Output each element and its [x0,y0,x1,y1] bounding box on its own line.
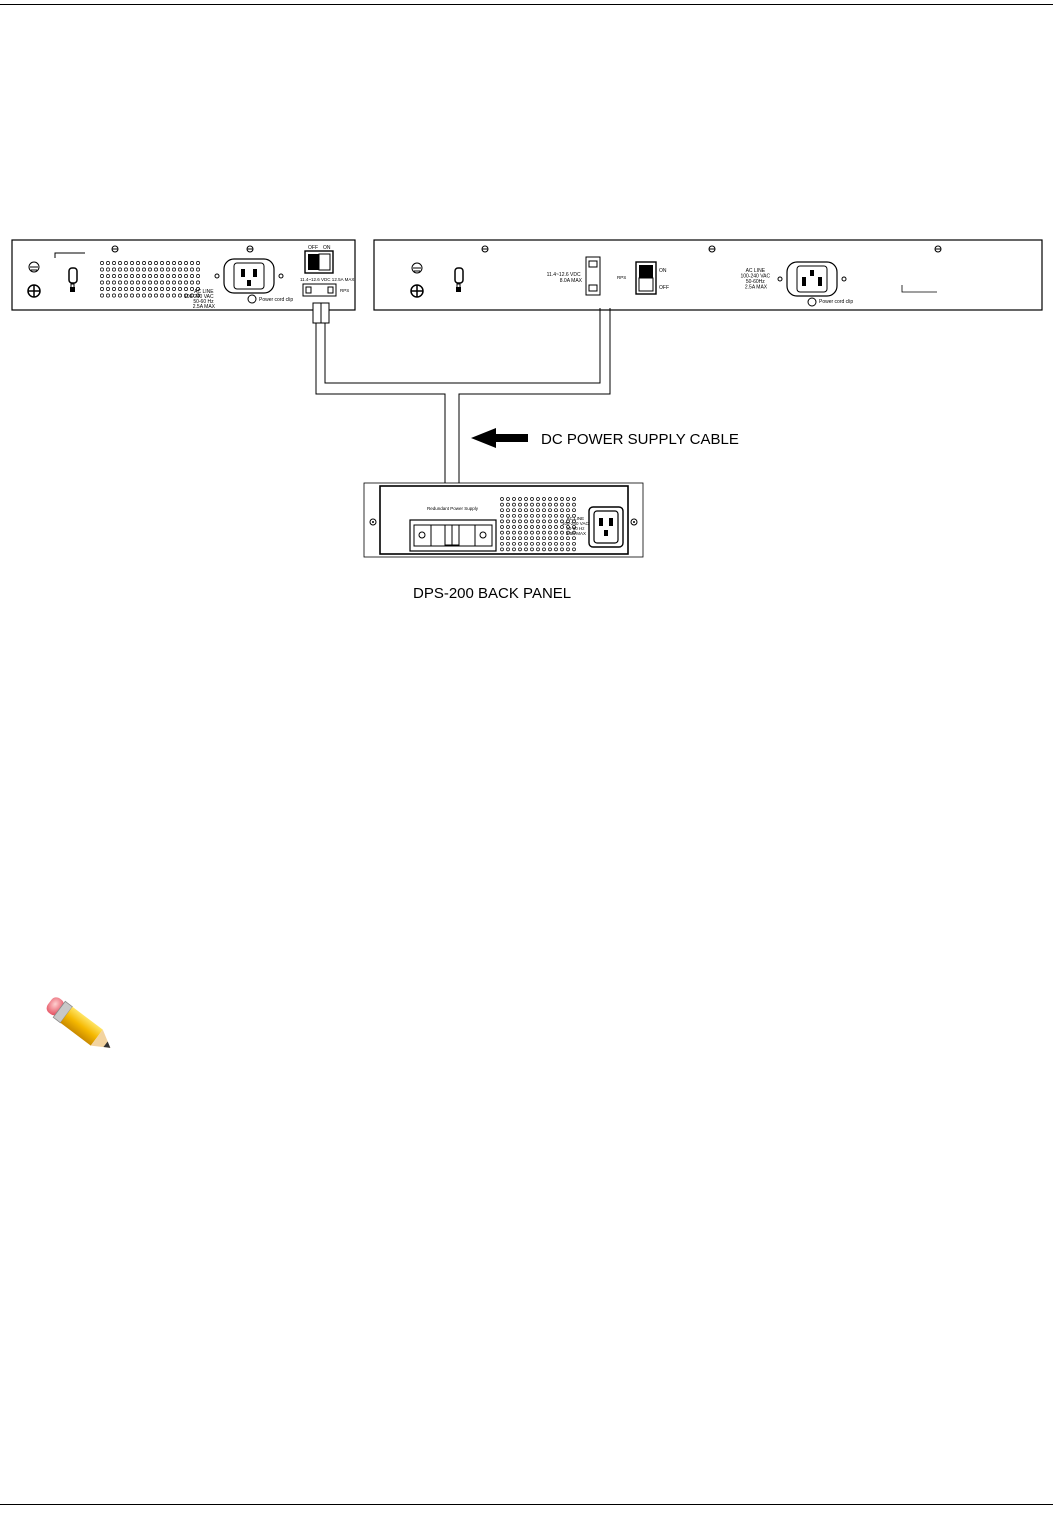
ac-line-label: AC LINE 100-240 VAC 50-60 Hz 2.5A MAX [183,289,215,310]
rps-label: RPS [340,288,350,293]
right-switch-rear-panel [374,240,1042,310]
cable-label: DC POWER SUPPLY CABLE [541,431,739,448]
ac-power-socket [589,507,623,547]
rps-connection-diagram [0,225,1053,625]
footer-rule [0,1504,1053,1505]
left-switch-rear-panel [12,240,355,310]
power-cord-clip-label: Power cord clip [819,299,854,305]
dc-rating-label: 11.4~12.6 VDC 8.0A MAX [546,272,582,284]
dps-200-back-panel [364,483,643,557]
ac-line-label: AC LINE 100-240 VAC 50-60 Hz 2.5A MAX [562,516,589,536]
pencil-note-icon [42,995,118,1055]
power-switch-on-label: ON [323,245,331,251]
power-switch-off-label: OFF [659,285,669,291]
power-switch-off-label: OFF [308,245,318,251]
rps-header-label: Redundant Power Supply [427,506,479,511]
ac-line-label: AC LINE 100-240 VAC 50-60Hz 2.5A MAX [740,268,771,291]
dc-rating-label: 11.4~12.6 VDC 12.5A MAX [300,277,355,282]
fan-icon [411,285,423,297]
rps-label: RPS [617,275,627,280]
cable-arrow-icon [471,428,528,448]
header-rule [0,4,1053,5]
rps-caption: DPS-200 BACK PANEL [413,585,572,602]
power-switch-on-label: ON [659,268,667,274]
fan-icon [28,285,40,297]
power-cord-clip-label: Power cord clip [259,297,294,303]
